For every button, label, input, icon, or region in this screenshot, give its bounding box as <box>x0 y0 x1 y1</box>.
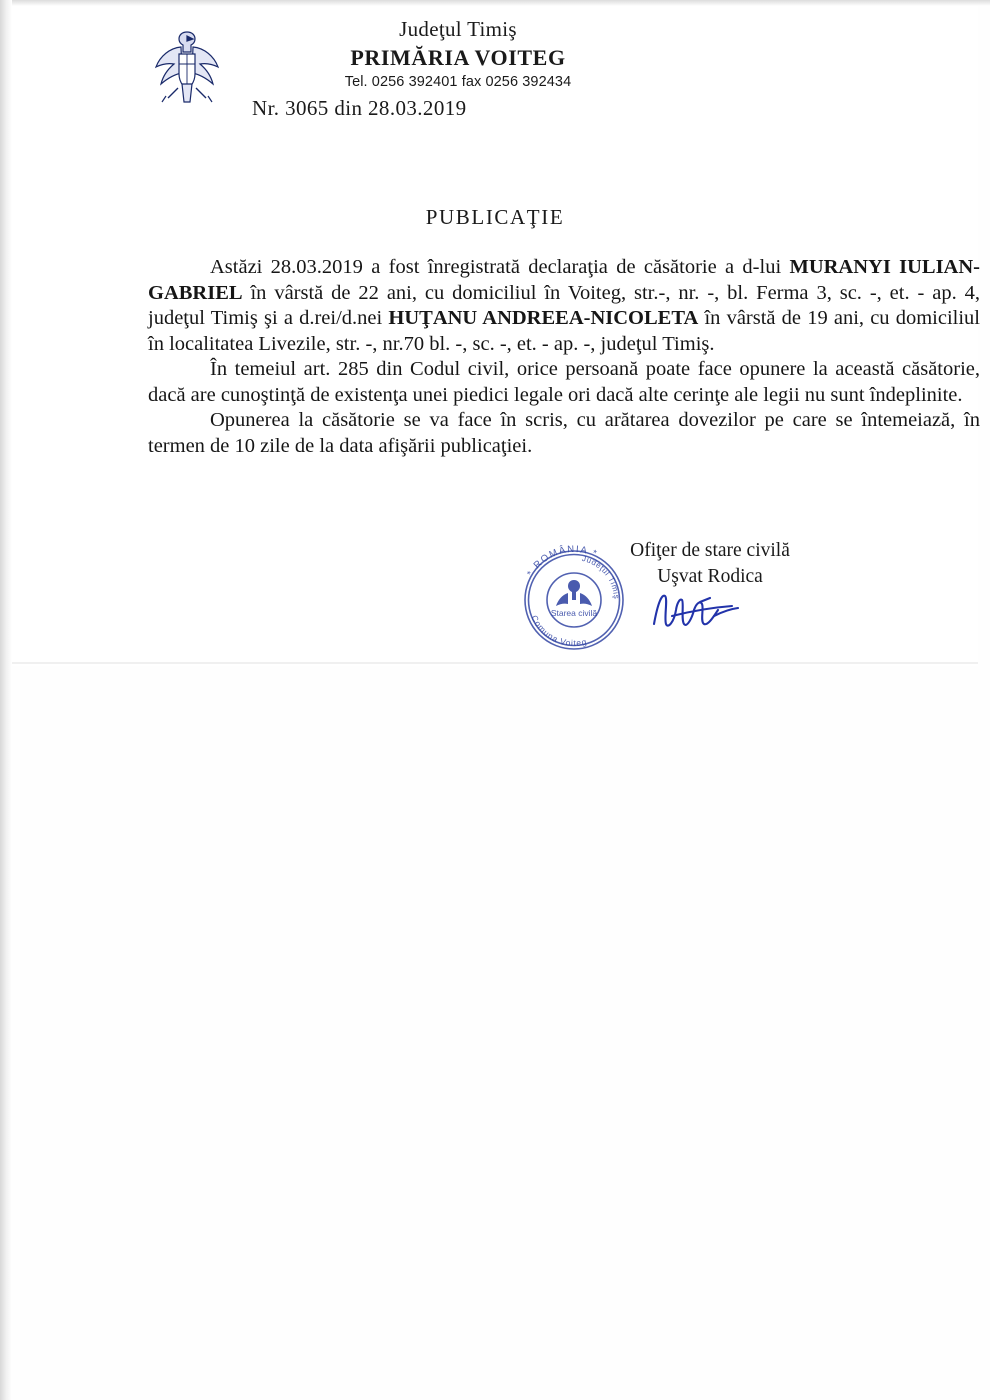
svg-text:* ROMÂNIA *: * ROMÂNIA * <box>525 543 600 579</box>
handwritten-signature <box>648 582 758 642</box>
document-body <box>148 255 980 459</box>
registration-number: Nr. 3065 din 28.03.2019 <box>252 96 467 120</box>
header-text-block <box>248 14 668 124</box>
paragraph-legal-basis: În temeiul art. 285 din Codul civil, orice persoană poate face opunere la această căsătorie, dacă are cunoştinţă de existenţa unei piedici legale ori dacă alte cerinţe ale legii nu sunt îndeplinite. <box>148 358 980 406</box>
p1-part-c: în vârstă de 22 ani, cu domiciliul în Voiteg, str.-, nr. -, bl. Ferma 3, sc. -, et. - ap. 4, judeţul Timiş şi a d.rei/d.nei <box>148 281 980 329</box>
signatory-name: Uşvat Rodica <box>657 566 763 587</box>
romanian-coat-of-arms-icon <box>148 22 226 120</box>
paragraph-opposition-terms: Opunerea la căsătorie se va face în scris, cu arătarea dovezilor pe care se întemeiază, în termen de 10 zile de la data afişării publicaţiei. <box>148 409 980 457</box>
groom-name: MURANYI IULIAN-GABRIEL <box>148 256 980 304</box>
document-header <box>148 14 668 144</box>
p1-part-e: în vârstă de 19 ani, cu domiciliul în localitatea Livezile, str. -, nr.70 bl. -, sc. -, et. - ap. -, judeţul Timiş. <box>148 307 980 355</box>
page-title: PUBLICAŢIE <box>425 205 565 229</box>
svg-text:Starea civilă: Starea civilă <box>550 608 598 618</box>
institution-name: PRIMĂRIA VOITEG <box>350 45 566 70</box>
county-name: Judeţul Timiş <box>399 17 517 41</box>
svg-text:Comuna Voiteg: Comuna Voiteg <box>529 613 589 649</box>
svg-text:Judeţul Timiş: Judeţul Timiş <box>580 553 622 600</box>
paragraph-declaration <box>148 255 980 357</box>
page-fold-line <box>12 662 978 664</box>
p1-part-a: Astăzi 28.03.2019 a fost înregistrată declaraţia de căsătorie a d-lui <box>210 256 790 278</box>
signatory-role: Ofiţer de stare civilă <box>630 540 790 561</box>
bride-name: HUŢANU ANDREEA-NICOLETA <box>388 307 699 329</box>
official-stamp <box>512 538 636 662</box>
contact-line: Tel. 0256 392401 fax 0256 392434 <box>344 74 572 90</box>
